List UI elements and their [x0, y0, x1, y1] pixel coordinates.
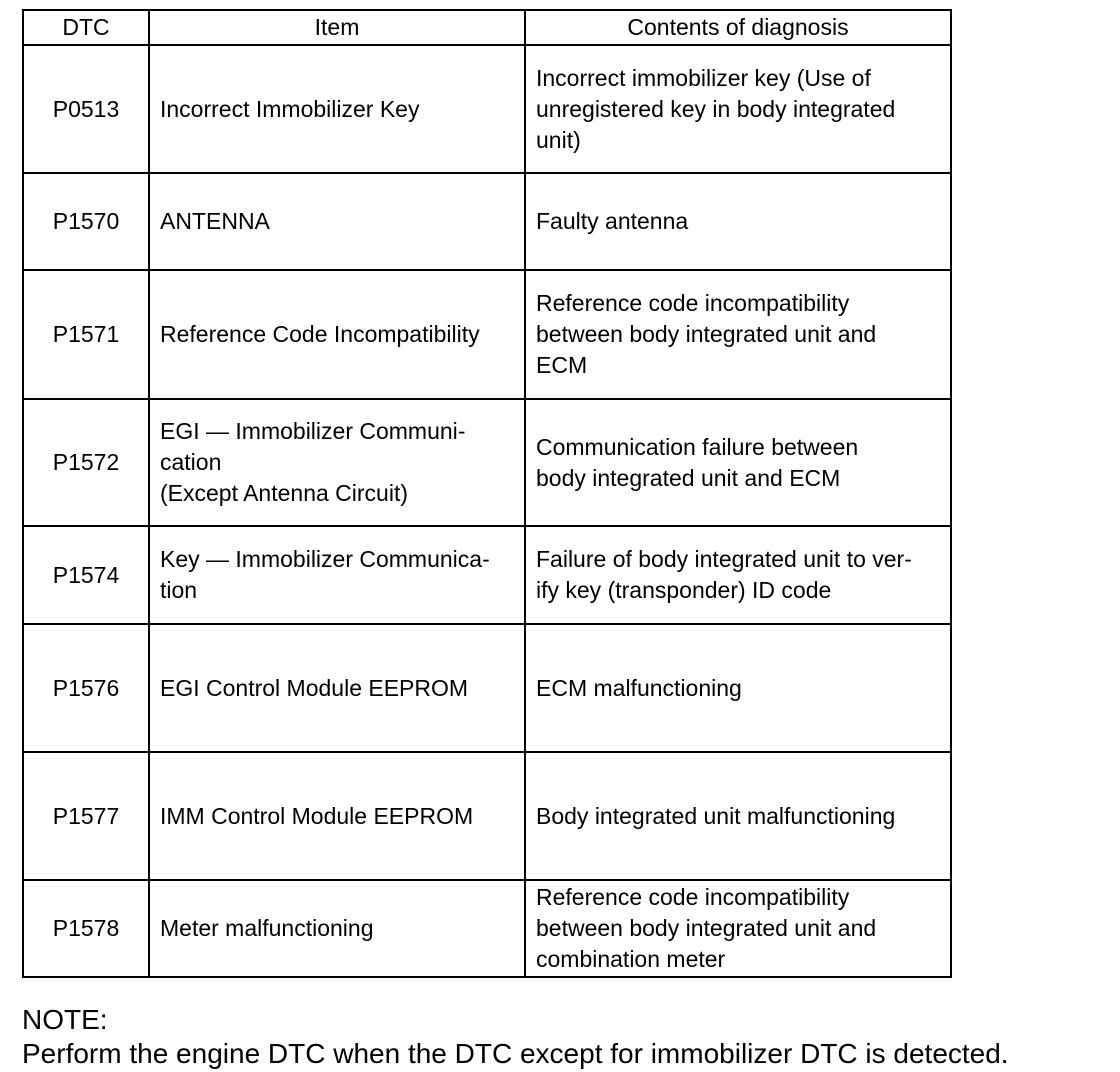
- dtc-code-cell: P1570: [23, 173, 149, 270]
- dtc-code-cell: P1576: [23, 624, 149, 752]
- contents-line: ify key (transponder) ID code: [536, 577, 832, 603]
- contents-line: Incorrect immobilizer key (Use of: [536, 64, 871, 91]
- contents-cell: [525, 526, 951, 624]
- item-line: EGI Control Module EEPROM: [160, 674, 469, 701]
- contents-cell: [525, 624, 951, 752]
- contents-line: Reference code incompatibility: [536, 290, 850, 316]
- item-cell: [149, 880, 525, 977]
- item-line: EGI — Immobilizer Communi-: [160, 418, 466, 444]
- contents-line: body integrated unit and ECM: [536, 464, 841, 491]
- note-text: Perform the engine DTC when the DTC except for immobilizer DTC is detected.: [22, 1038, 1009, 1069]
- item-line: Meter malfunctioning: [160, 915, 374, 941]
- contents-line: between body integrated unit and: [536, 321, 877, 347]
- table-row: [23, 399, 951, 526]
- table-row: [23, 880, 951, 977]
- dtc-code-cell: P0513: [23, 45, 149, 173]
- table-header: [23, 10, 951, 45]
- item-cell: [149, 526, 525, 624]
- item-line: tion: [160, 577, 198, 603]
- table-row: [23, 270, 951, 399]
- item-line: IMM Control Module EEPROM: [160, 802, 474, 829]
- note-label: NOTE:: [22, 1004, 108, 1035]
- item-line: cation: [160, 449, 222, 475]
- item-line: Key — Immobilizer Communica-: [160, 546, 490, 572]
- item-cell: [149, 45, 525, 173]
- table-row: [23, 526, 951, 624]
- item-line: Incorrect Immobilizer Key: [160, 95, 420, 122]
- table-body: [23, 45, 951, 977]
- header-row: [23, 10, 951, 45]
- item-cell: [149, 399, 525, 526]
- dtc-table: [22, 9, 952, 978]
- item-line: ANTENNA: [160, 208, 270, 234]
- contents-line: Communication failure between: [536, 433, 859, 460]
- table-row: [23, 752, 951, 880]
- contents-cell: [525, 399, 951, 526]
- item-cell: [149, 624, 525, 752]
- contents-line: Reference code incompatibility: [536, 884, 850, 910]
- contents-line: unregistered key in body integrated: [536, 95, 896, 122]
- table-row: [23, 173, 951, 270]
- item-cell: [149, 752, 525, 880]
- dtc-code-cell: P1578: [23, 880, 149, 977]
- contents-line: unit): [536, 126, 581, 153]
- contents-cell: [525, 173, 951, 270]
- contents-line: ECM malfunctioning: [536, 674, 742, 701]
- contents-cell: [525, 752, 951, 880]
- dtc-code-cell: P1574: [23, 526, 149, 624]
- header-contents: Contents of diagnosis: [525, 10, 951, 45]
- contents-line: combination meter: [536, 946, 726, 972]
- item-line: Reference Code Incompatibility: [160, 321, 480, 347]
- dtc-code-cell: P1577: [23, 752, 149, 880]
- contents-cell: [525, 880, 951, 977]
- contents-line: ECM: [536, 352, 588, 378]
- item-cell: [149, 173, 525, 270]
- header-item: Item: [149, 10, 525, 45]
- item-line: (Except Antenna Circuit): [160, 480, 409, 506]
- contents-cell: [525, 45, 951, 173]
- contents-line: Faulty antenna: [536, 208, 689, 234]
- contents-line: between body integrated unit and: [536, 915, 877, 941]
- table-row: [23, 45, 951, 173]
- contents-line: Body integrated unit malfunctioning: [536, 802, 896, 829]
- item-cell: [149, 270, 525, 399]
- header-dtc: DTC: [23, 10, 149, 45]
- table-row: [23, 624, 951, 752]
- contents-cell: [525, 270, 951, 399]
- dtc-code-cell: P1571: [23, 270, 149, 399]
- dtc-code-cell: P1572: [23, 399, 149, 526]
- contents-line: Failure of body integrated unit to ver-: [536, 546, 912, 572]
